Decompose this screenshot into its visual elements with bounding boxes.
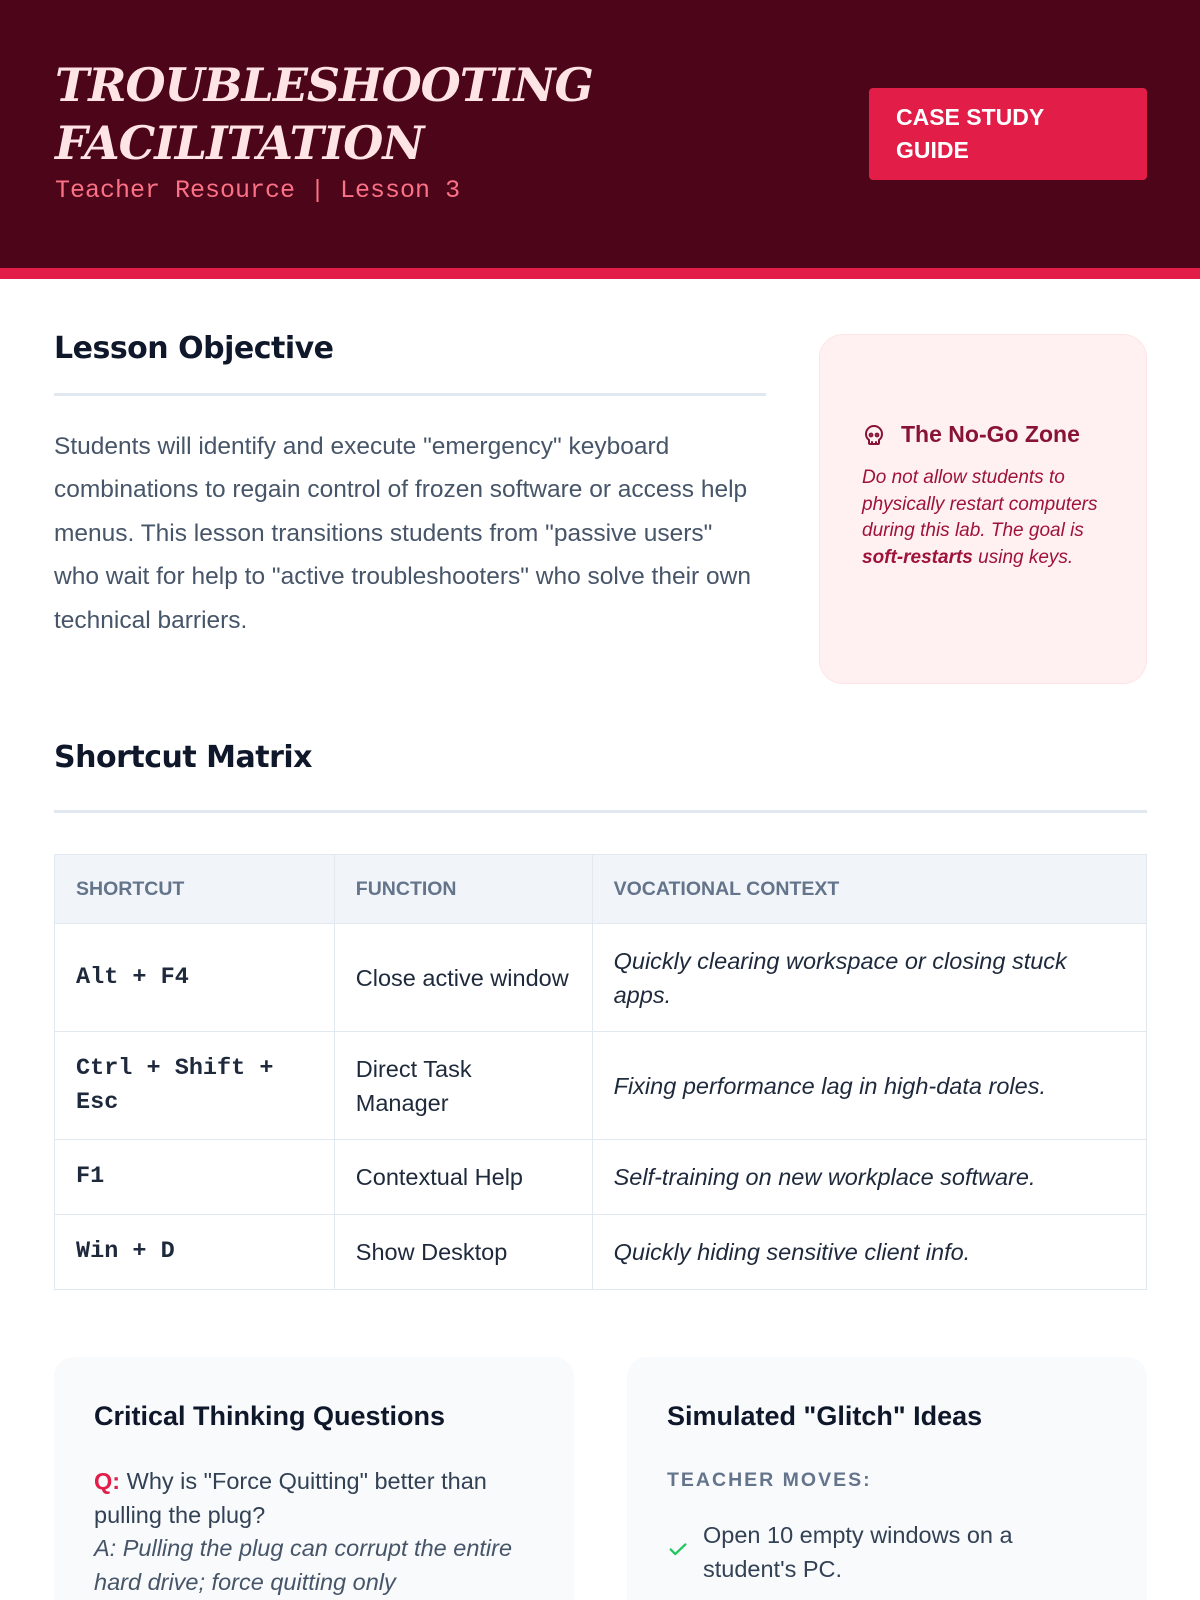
- table-row: [55, 1032, 1147, 1140]
- list-item: [667, 1519, 1107, 1586]
- check-icon: [667, 1538, 689, 1560]
- no-go-zone-text: Do not allow students to physically restart computers during this lab. The goal is soft-restarts using keys.: [862, 467, 1098, 568]
- shortcut-matrix-table: [54, 854, 1147, 1290]
- page-subtitle: Teacher Resource | Lesson 3: [55, 176, 461, 205]
- no-go-zone-title: The No-Go Zone: [901, 421, 1080, 447]
- shortcut-cell: Win + D: [55, 1215, 335, 1290]
- skull-icon: [862, 423, 886, 447]
- teacher-moves-label: TEACHER MOVES:: [667, 1469, 872, 1491]
- column-header-shortcut: SHORTCUT: [55, 855, 335, 924]
- function-cell: Contextual Help: [334, 1140, 592, 1215]
- context-cell: Quickly clearing workspace or closing stuck apps.: [592, 924, 1146, 1032]
- column-header-function: FUNCTION: [334, 855, 592, 924]
- question-label: Q:: [94, 1468, 121, 1494]
- function-cell: Close active window: [334, 924, 592, 1032]
- no-go-zone-header: [862, 421, 1080, 448]
- table-row: [55, 1140, 1147, 1215]
- shortcut-cell: Ctrl + Shift + Esc: [55, 1032, 335, 1140]
- page-title: TROUBLESHOOTING FACILITATION: [55, 58, 593, 170]
- table-row: [55, 1215, 1147, 1290]
- objective-body: Students will identify and execute "emergency" keyboard combinations to regain control of frozen software or access help menus. This lesson transitions students from "passive users" who wait for help to "active troubleshooters" who solve their own technical barriers.: [54, 433, 751, 634]
- context-cell: Self-training on new workplace software.: [592, 1140, 1146, 1215]
- critical-thinking-title: Critical Thinking Questions: [94, 1401, 446, 1431]
- objective-heading: Lesson Objective: [54, 331, 334, 366]
- column-header-context: VOCATIONAL CONTEXT: [592, 855, 1146, 924]
- objective-divider: [54, 393, 766, 396]
- case-study-badge: CASE STUDY GUIDE: [869, 88, 1147, 180]
- table-header-row: [55, 855, 1147, 924]
- function-cell: Direct Task Manager: [334, 1032, 592, 1140]
- function-cell: Show Desktop: [334, 1215, 592, 1290]
- question-text: Why is "Force Quitting" better than pulling the plug?: [94, 1468, 487, 1528]
- glitch-ideas-title: Simulated "Glitch" Ideas: [667, 1401, 983, 1431]
- page-header: [0, 0, 1200, 268]
- critical-thinking-card: [54, 1357, 574, 1600]
- question-block: [94, 1465, 534, 1599]
- table-row: [55, 924, 1147, 1032]
- shortcut-cell: F1: [55, 1140, 335, 1215]
- glitch-ideas-card: [627, 1357, 1147, 1600]
- shortcut-cell: Alt + F4: [55, 924, 335, 1032]
- header-accent-stripe: [0, 268, 1200, 279]
- answer-text: A: Pulling the plug can corrupt the entire hard drive; force quitting only: [94, 1535, 513, 1595]
- shortcut-matrix-heading: Shortcut Matrix: [54, 740, 313, 775]
- context-cell: Quickly hiding sensitive client info.: [592, 1215, 1146, 1290]
- no-go-zone-emphasis: soft-restarts: [862, 546, 973, 568]
- matrix-divider: [54, 810, 1147, 813]
- context-cell: Fixing performance lag in high-data roles.: [592, 1032, 1146, 1140]
- no-go-zone-callout: [819, 334, 1147, 684]
- teacher-move-text: Open 10 empty windows on a student's PC.: [703, 1522, 1013, 1582]
